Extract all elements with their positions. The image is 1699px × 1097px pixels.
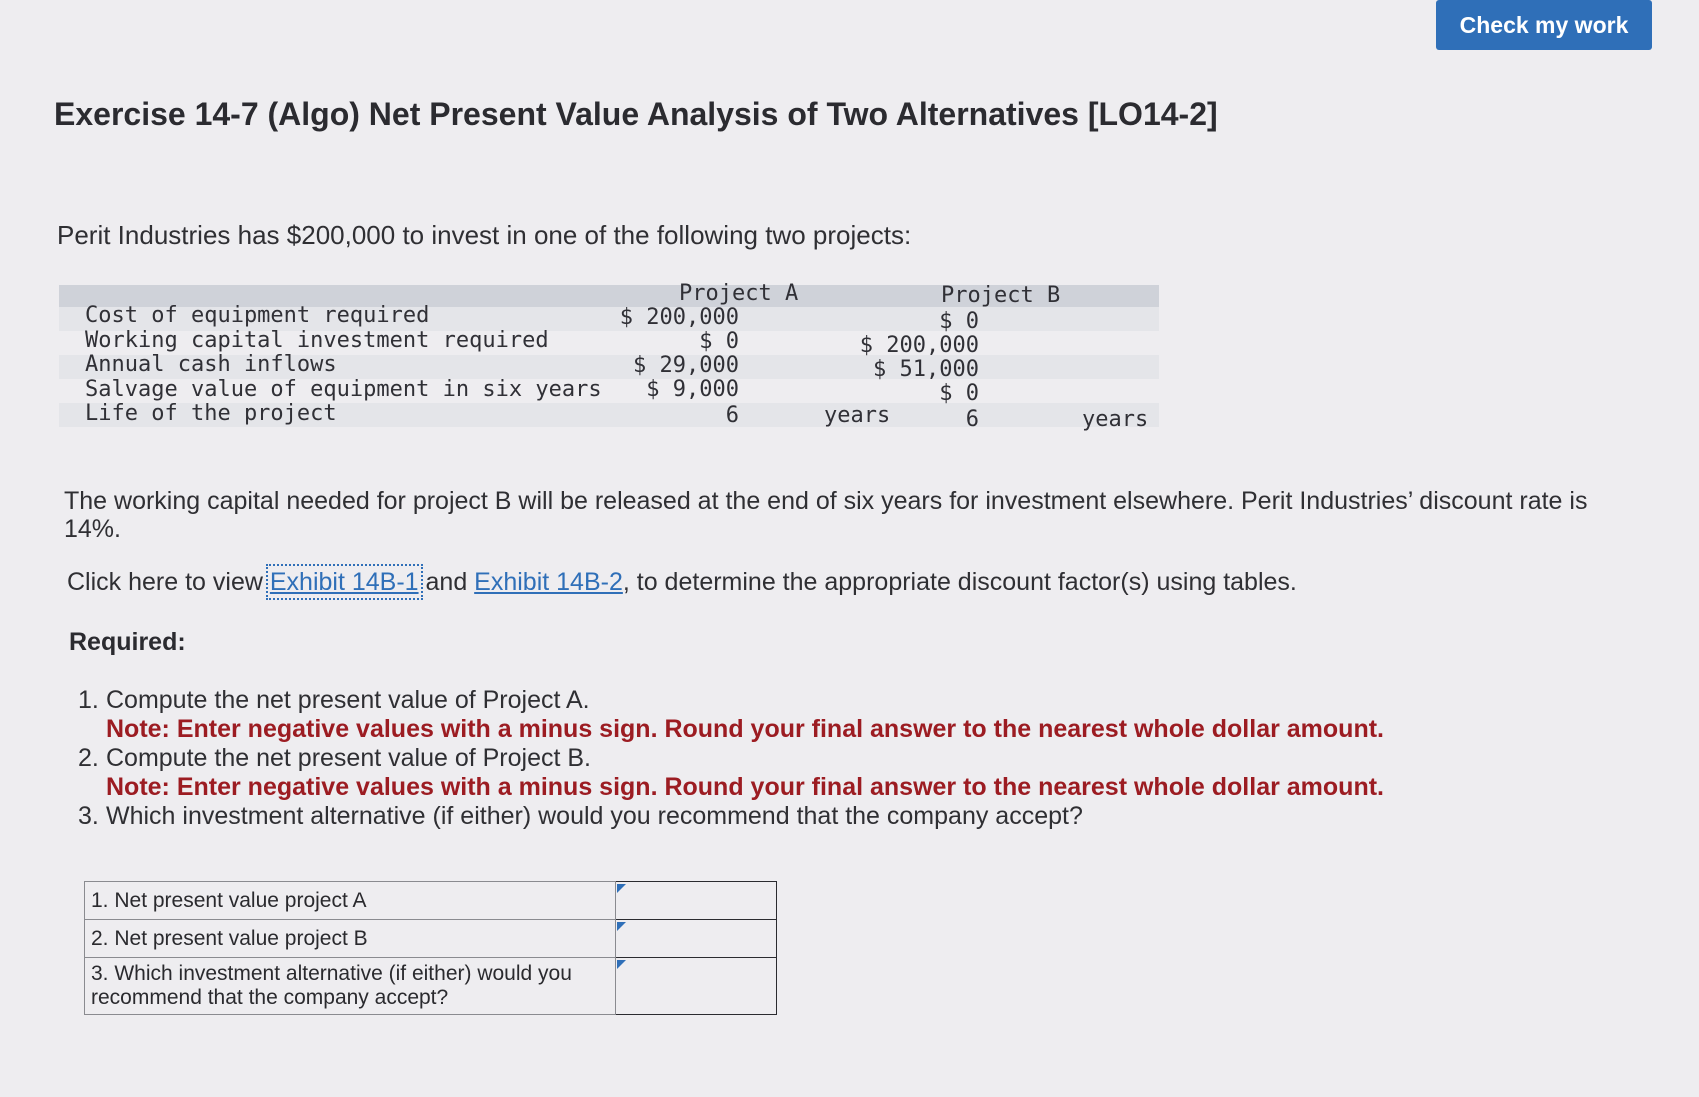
header-project-a: Project A — [679, 281, 799, 306]
requirement-number: 2. — [78, 744, 99, 772]
working-capital-note: The working capital needed for project B will be released at the end of six years for investment elsewhere. Perit Industries’ discount rate is 14%. — [64, 487, 1588, 543]
answer-label: 3. Which investment alternative (if either) would you recommend that the company accept? — [85, 958, 616, 1015]
requirement-number: 1. — [78, 686, 99, 714]
row-unit-a: years — [824, 403, 891, 428]
header-project-b: Project B — [941, 283, 1061, 308]
row-label: Cost of equipment required — [85, 303, 430, 328]
exhibits-text — [67, 568, 1297, 597]
npv-project-b-input[interactable] — [616, 926, 776, 952]
required-heading: Required: — [69, 628, 186, 656]
exhibits-prefix: Click here to view — [67, 568, 270, 596]
row-label: Working capital investment required — [85, 328, 549, 353]
row-label: Life of the project — [85, 401, 337, 426]
answer-cell[interactable] — [616, 920, 777, 958]
row-value-b: $ 0 — [939, 309, 979, 334]
row-label: Annual cash inflows — [85, 352, 337, 377]
input-flag-icon — [617, 960, 626, 969]
answer-label: 1. Net present value project A — [85, 882, 616, 920]
row-value-a: 6 — [725, 403, 739, 428]
npv-project-a-input[interactable] — [616, 888, 776, 914]
table-row — [85, 882, 777, 920]
input-flag-icon — [617, 884, 626, 893]
row-value-a: $ 29,000 — [633, 353, 739, 378]
intro-text: Perit Industries has $200,000 to invest in one of the following two projects: — [57, 220, 912, 250]
list-item — [78, 744, 1498, 802]
row-value-b: 6 — [965, 407, 979, 432]
row-label: Salvage value of equipment in six years — [85, 377, 602, 402]
exhibits-suffix: , to determine the appropriate discount factor(s) using tables. — [622, 568, 1297, 596]
requirement-number: 3. — [78, 802, 99, 830]
row-value-b: $ 0 — [939, 381, 979, 406]
list-item — [78, 686, 1498, 744]
row-value-b: $ 200,000 — [859, 333, 979, 358]
requirements-list — [78, 686, 1498, 831]
row-value-a: $ 0 — [699, 329, 739, 354]
table-row — [85, 958, 777, 1015]
answer-cell[interactable] — [616, 958, 777, 1015]
answer-cell[interactable] — [616, 882, 777, 920]
row-value-a: $ 9,000 — [646, 377, 739, 402]
projects-table — [59, 281, 1159, 450]
requirement-text: Compute the net present value of Project B. — [106, 744, 591, 772]
requirement-note: Note: Enter negative values with a minus sign. Round your final answer to the nearest whole dollar amount. — [106, 773, 1384, 801]
requirement-note: Note: Enter negative values with a minus sign. Round your final answer to the nearest whole dollar amount. — [106, 715, 1384, 743]
exhibit-14b-1-link[interactable]: Exhibit 14B-1 — [269, 568, 419, 596]
list-item — [78, 802, 1498, 831]
answer-table — [84, 881, 777, 1015]
input-flag-icon — [617, 922, 626, 931]
row-value-a: $ 200,000 — [619, 305, 739, 330]
exhibits-middle: and — [418, 568, 475, 596]
exhibit-14b-2-link[interactable]: Exhibit 14B-2 — [474, 568, 623, 596]
check-my-work-button[interactable]: Check my work — [1436, 0, 1652, 50]
requirement-text: Compute the net present value of Project A. — [106, 686, 590, 714]
table-row — [85, 920, 777, 958]
answer-label: 2. Net present value project B — [85, 920, 616, 958]
row-value-b: $ 51,000 — [873, 357, 979, 382]
page-title: Exercise 14-7 (Algo) Net Present Value Analysis of Two Alternatives [LO14-2] — [54, 96, 1218, 132]
recommendation-select[interactable] — [616, 973, 776, 999]
row-unit-b: years — [1082, 407, 1149, 432]
requirement-text: Which investment alternative (if either) would you recommend that the company accept? — [106, 802, 1083, 830]
